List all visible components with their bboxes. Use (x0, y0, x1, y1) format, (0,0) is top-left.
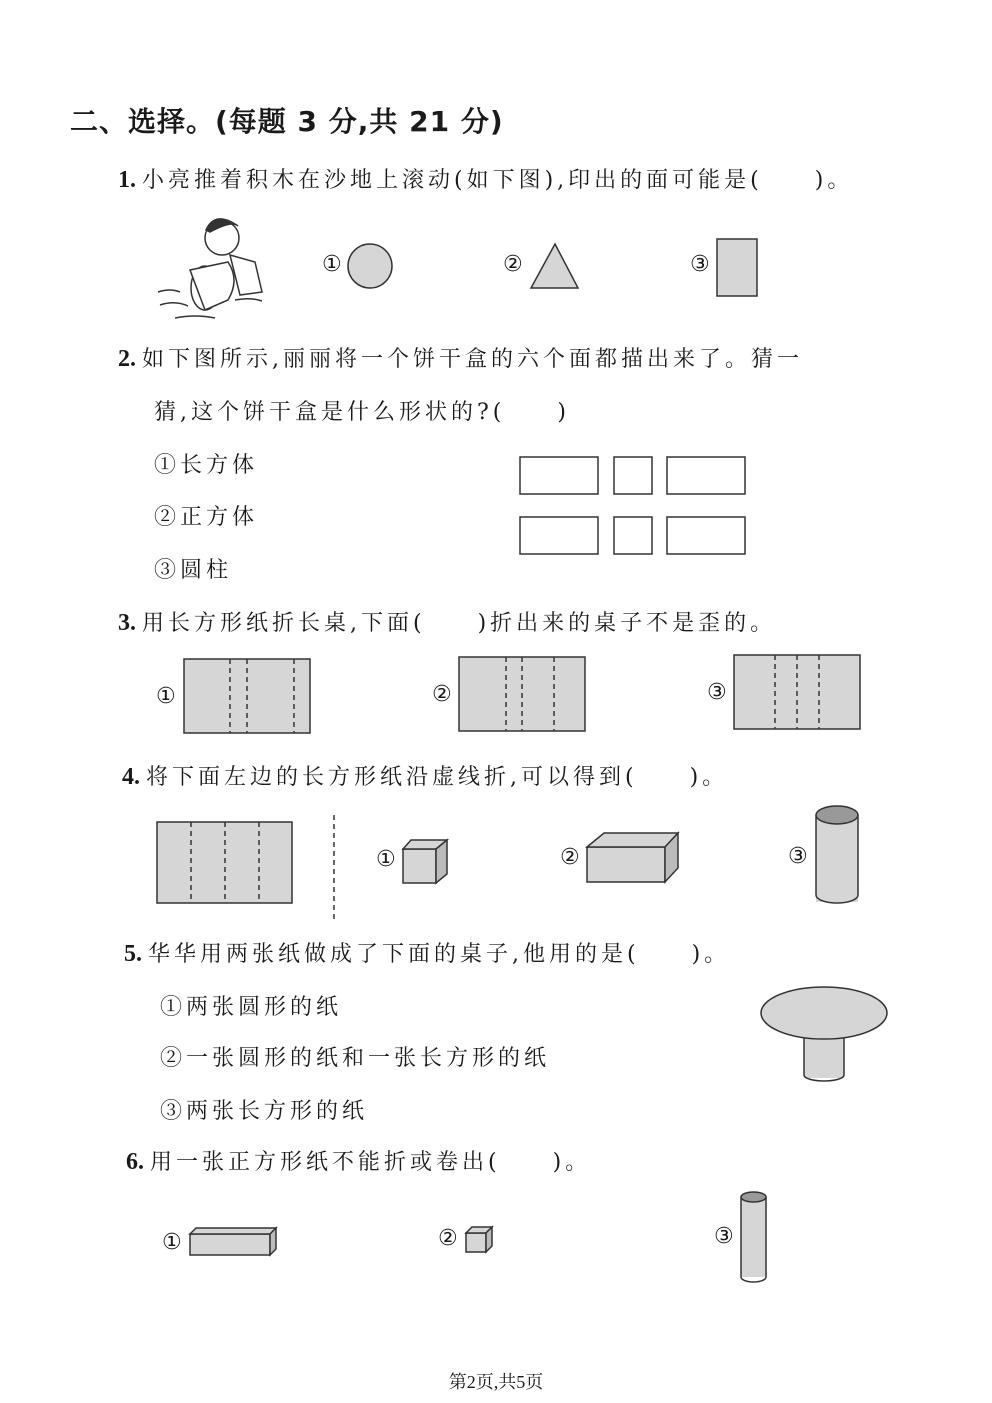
question-3: 3. 用长方形纸折长桌,下面( )折出来的桌子不是歪的。 (118, 610, 777, 636)
circle-shape (348, 244, 392, 288)
long-open-box (587, 833, 678, 882)
q4-paper (157, 822, 292, 903)
q5-option-1[interactable]: ①两张圆形的纸 (160, 995, 343, 1020)
long-cuboid (190, 1228, 276, 1255)
q6-option-3[interactable]: ③ (714, 1224, 734, 1249)
q3-paper-2 (459, 657, 585, 731)
q1-option-3[interactable]: ③ (690, 252, 710, 277)
small-open-box (403, 840, 447, 883)
question-6: 6. 用一张正方形纸不能折或卷出( )。 (126, 1149, 592, 1175)
q6-option-1[interactable]: ① (162, 1230, 182, 1255)
small-cube (466, 1227, 492, 1252)
q3-paper-3 (734, 655, 860, 729)
q4-option-3[interactable]: ③ (788, 844, 808, 869)
box-faces (520, 457, 745, 554)
q3-option-3[interactable]: ③ (707, 680, 727, 705)
question-1: 1. 小亮推着积木在沙地上滚动(如下图),印出的面可能是( )。 (118, 167, 854, 193)
q2-option-1[interactable]: ①长方体 (154, 453, 259, 478)
q1-option-2[interactable]: ② (503, 252, 523, 277)
cylinder (816, 806, 858, 903)
q5-option-3[interactable]: ③两张长方形的纸 (160, 1099, 369, 1124)
triangle-shape (531, 244, 578, 288)
q3-option-1[interactable]: ① (156, 684, 176, 709)
question-2: 2. 如下图所示,丽丽将一个饼干盒的六个面都描出来了。猜一 (118, 346, 803, 372)
question-5: 5. 华华用两张纸做成了下面的桌子,他用的是( )。 (124, 941, 731, 967)
question-2-cont: 猜,这个饼干盒是什么形状的?( ) (154, 400, 570, 425)
paper-table (761, 987, 887, 1081)
thin-cylinder (741, 1192, 766, 1282)
q4-option-1[interactable]: ① (376, 847, 396, 872)
boy-rolling-cylinder-illustration (158, 219, 262, 318)
q6-option-2[interactable]: ② (438, 1226, 458, 1251)
q3-paper-1 (184, 659, 310, 733)
q5-option-2[interactable]: ②一张圆形的纸和一张长方形的纸 (160, 1046, 551, 1071)
section-title: 二、选择。(每题 3 分,共 21 分) (70, 105, 504, 138)
q2-option-3[interactable]: ③圆柱 (154, 558, 233, 583)
question-4: 4. 将下面左边的长方形纸沿虚线折,可以得到( )。 (122, 764, 729, 790)
q1-option-1[interactable]: ① (322, 252, 342, 277)
page-footer: 第2页,共5页 (448, 1372, 544, 1392)
rectangle-shape (717, 239, 757, 296)
q4-option-2[interactable]: ② (560, 845, 580, 870)
q3-option-2[interactable]: ② (432, 682, 452, 707)
q2-option-2[interactable]: ②正方体 (154, 505, 259, 530)
